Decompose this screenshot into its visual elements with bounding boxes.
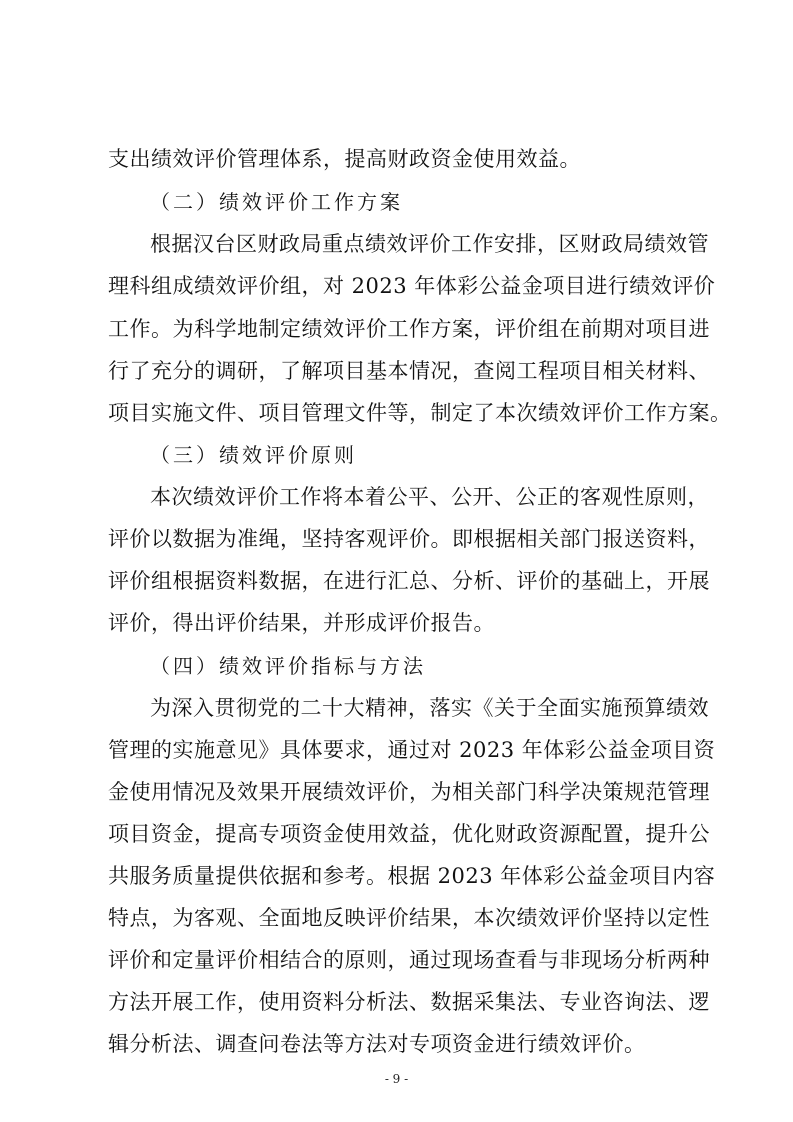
paragraph-line: 项目实施文件、项目管理文件等，制定了本次绩效评价工作方案。 xyxy=(108,401,732,425)
paragraph-line: 管理的实施意见》具体要求，通过对 2023 年体彩公益金项目资 xyxy=(108,738,716,762)
paragraph-line: 工作。为科学地制定绩效评价工作方案，评价组在前期对项目进 xyxy=(108,317,710,341)
paragraph-line: 根据汉台区财政局重点绩效评价工作安排，区财政局绩效管 xyxy=(150,232,709,256)
paragraph-line: 共服务质量提供依据和参考。根据 2023 年体彩公益金项目内容 xyxy=(108,864,716,888)
section-heading-2: （二）绩效评价工作方案 xyxy=(150,190,403,214)
section-heading-4: （四）绩效评价指标与方法 xyxy=(150,654,426,678)
paragraph-line: 项目资金，提高专项资金使用效益，优化财政资源配置，提升公 xyxy=(108,822,710,846)
paragraph-line: 评价以数据为准绳，坚持客观评价。即根据相关部门报送资料， xyxy=(108,527,710,551)
paragraph-line: 行了充分的调研，了解项目基本情况，查阅工程项目相关材料、 xyxy=(108,359,710,383)
paragraph-line: 支出绩效评价管理体系，提高财政资金使用效益。 xyxy=(108,147,581,171)
paragraph-line: 理科组成绩效评价组，对 2023 年体彩公益金项目进行绩效评价 xyxy=(108,274,716,298)
paragraph-line: 金使用情况及效果开展绩效评价，为相关部门科学决策规范管理 xyxy=(108,780,710,804)
paragraph-line: 辑分析法、调查问卷法等方法对专项资金进行绩效评价。 xyxy=(108,1032,646,1056)
page-number: - 9 - xyxy=(384,1072,409,1086)
paragraph-line: 方法开展工作，使用资料分析法、数据采集法、专业咨询法、逻 xyxy=(108,990,710,1014)
paragraph-line: 特点，为客观、全面地反映评价结果，本次绩效评价坚持以定性 xyxy=(108,906,710,930)
paragraph-line: 评价，得出评价结果，并形成评价报告。 xyxy=(108,611,495,635)
section-heading-3: （三）绩效评价原则 xyxy=(150,443,357,467)
paragraph-line: 评价和定量评价相结合的原则，通过现场查看与非现场分析两种 xyxy=(108,948,710,972)
paragraph-line: 评价组根据资料数据，在进行汇总、分析、评价的基础上，开展 xyxy=(108,569,710,593)
paragraph-line: 本次绩效评价工作将本着公平、公开、公正的客观性原则， xyxy=(150,485,709,509)
paragraph-line: 为深入贯彻党的二十大精神，落实《关于全面实施预算绩效 xyxy=(150,696,709,720)
